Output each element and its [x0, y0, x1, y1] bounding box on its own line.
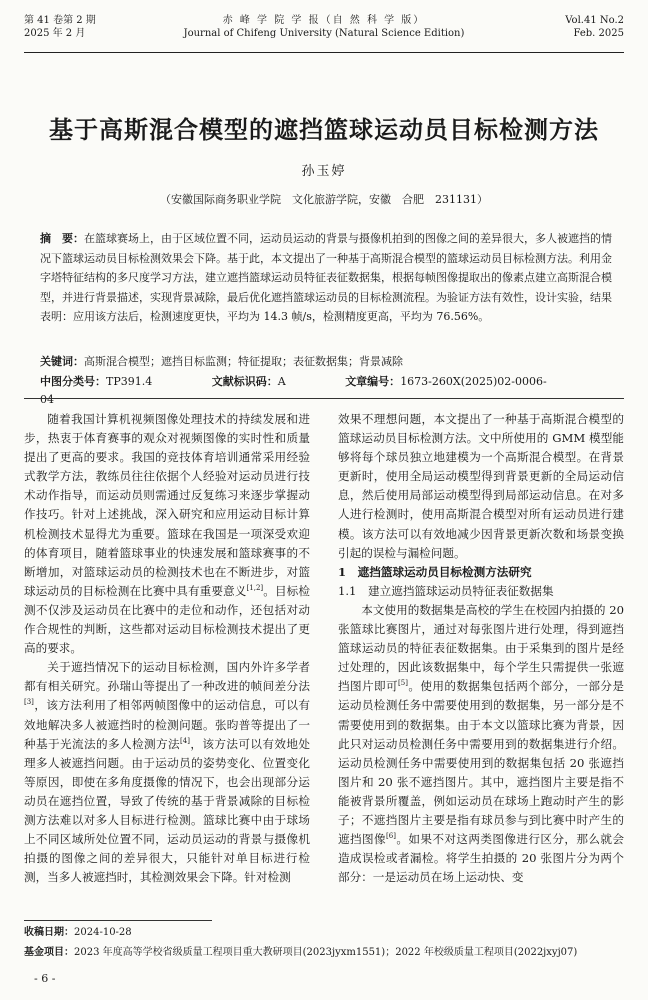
citation-5: [5]	[398, 679, 408, 688]
header-volume-info-en	[565, 14, 624, 40]
subsection-heading-1-1: 1.1 建立遮挡篮球运动员特征表征数据集	[338, 583, 554, 598]
received-value: 2024-10-28	[74, 927, 132, 938]
paragraph-intro-2	[24, 658, 310, 887]
abstract	[40, 229, 612, 327]
art-value: 1673-260X(2025)02-0006-04	[40, 375, 547, 406]
header-volume: 第 41 卷第 2 期	[24, 15, 96, 26]
doc-label: 文献标识码：	[211, 375, 278, 388]
intro-2-mid: ，该方法利用了相邻两帧图像中的运动信息，可以有效地解决多人被遮挡时的检测问题。张昀普等提出了一种基于光流法的多人检测方法	[24, 698, 310, 751]
journal-name-cn: 赤 峰 学 院 学 报（自 然 科 学 版）	[222, 15, 426, 26]
section-1-1-tail: 。如果不对这两类图像进行区分，那么就会造成误检或者漏检。将学生拍摄的 20 张图片分为两个部分：一是运动员在场上运动快、变	[338, 832, 624, 885]
citation-1-2: [1,2]	[246, 583, 264, 592]
received-label: 收稿日期：	[24, 927, 74, 938]
fund-label: 基金项目：	[24, 947, 74, 958]
intro-2-text: 关于遮挡情况下的运动目标检测，国内外许多学者都有相关研究。孙瑞山等提出了一种改进的帧间差分法	[24, 660, 310, 694]
citation-6: [6]	[386, 832, 396, 841]
affiliation: （安徽国际商务职业学院 文化旅游学院，安徽 合肥 231131）	[160, 193, 488, 206]
clc-label: 中图分类号：	[40, 375, 106, 388]
page-number: - 6 -	[34, 972, 56, 985]
paragraph-intro-1	[24, 410, 310, 658]
citation-3: [3]	[24, 698, 34, 707]
paragraph-intro-3: 效果不理想问题，本文提出了一种基于高斯混合模型的篮球运动员目标检测方法。文中所使用的 GMM 模型能够将每个球员独立地建模为一个高斯混合模型。在背景更新时，使用全局运动模型得到背景更新的全局运动信息，然后使用局部运动模型得到局部运动信息。在对多人进行检测时，使用高斯混合模型对所有运动员进行建模。该方法可以有效地减少因背景更新次数和场景变换引起的误检与漏检问题。	[338, 412, 624, 560]
header-journal	[24, 14, 624, 40]
fund-value: 2023 年度高等学校省级质量工程项目重大教研项目(2023jyxm1551)；2022 年校级质量工程项目(2022jxyj07)	[74, 947, 578, 958]
art-label: 文章编号：	[345, 375, 401, 388]
doc-value: A	[277, 375, 286, 388]
section-divider	[24, 398, 624, 399]
body-column-right	[338, 410, 624, 887]
author: 孙玉婷	[301, 164, 347, 179]
paragraph-section-1-1	[338, 601, 624, 887]
intro-2-tail: ，该方法可以有效地处理多人被遮挡问题。由于运动员的姿势变化、位置变化等原因，即使在多角度摄像的情况下，也会出现部分运动员在遮挡位置，导致了传统的基于背景减除的目标检测方法难以对多人目标进行检测。篮球比赛中由于球场上不同区域所处位置不同，运动员运动的背景与摄像机拍摄的图像之间的差异很大，只能针对单目标进行检测，当多人被遮挡时，其检测效果会下降。针对检测	[24, 736, 310, 885]
article-title: 基于高斯混合模型的遮挡篮球运动员目标检测方法	[49, 115, 599, 144]
header-date-en: Feb. 2025	[573, 28, 624, 39]
header-date-cn: 2025 年 2 月	[24, 28, 86, 39]
keywords-text: 高斯混合模型；遮挡目标监测；特征提取；表征数据集；背景减除	[84, 355, 403, 368]
clc-value: TP391.4	[106, 375, 153, 388]
received-date	[24, 926, 624, 940]
abstract-text: 在篮球赛场上，由于区域位置不同，运动员运动的背景与摄像机拍到的图像之间的差异很大，多人被遮挡的情况下篮球运动员目标检测效果会下降。基于此，本文提出了一种基于高斯混合模型的篮球运动员目标检测方法。利用金字塔特征结构的多尺度学习方法，建立遮挡篮球运动员特征表征数据集，根据每帧图像提取出的像素点建立高斯混合模型，并进行背景描述，实现背景减除，最后优化遮挡篮球运动员的目标检测流程。为验证方法有效性，设计实验，结果表明：应用该方法后，检测速度更快，平均为 14.3 帧/s，检测精度更高，平均为 76.56%。	[40, 232, 612, 323]
header-divider	[24, 52, 624, 53]
fund-info	[24, 946, 624, 960]
document-code	[212, 375, 314, 388]
section-1-1-mid: 。使用的数据集包括两个部分，一部分是运动员检测任务中需要使用到的数据集，另一部分是不需要使用到的数据集。由于本文以篮球比赛为背景，因此只对运动员检测任务中需要用到的数据集进行介绍。运动员检测任务中需要使用到的数据集包括 20 张遮挡图片和 20 张不遮挡图片。其中，遮挡图片主要是指不能被背景所覆盖，例如运动员在球场上跑动时产生的影子；不遮挡图片主要是指有球员参与到比赛中时产生的遮挡图像	[338, 679, 624, 847]
body-column-left	[24, 410, 310, 887]
intro-1-tail: 。目标检测不仅涉及运动员在比赛中的走位和动作，还包括对动作合规性的判断，这些都对运动目标检测技术提出了更高的要求。	[24, 583, 310, 656]
footnote-divider	[24, 920, 212, 921]
keywords-label: 关键词：	[40, 355, 84, 368]
section-heading-1: 1 遮挡篮球运动员目标检测方法研究	[338, 564, 532, 579]
intro-1-text: 随着我国计算机视频图像处理技术的持续发展和进步，热衷于体育赛事的观众对视频图像的实时性和质量提出了更高的要求。我国的竞技体育培训通常采用经验式教学方法，教练员往往依据个人经验对运动员进行技术动作指导，而运动员则需通过反复练习来逐步掌握动作技巧。针对上述挑战，深入研究和应用运动目标计算机检测技术显得尤为重要。篮球在我国是一项深受欢迎的体育项目，随着篮球事业的快速发展和篮球赛事的不断增加，对篮球运动员的检测技术也在不断进步，对篮球运动员的目标检测在比赛中具有重要意义	[24, 412, 310, 598]
header-volume-en: Vol.41 No.2	[565, 15, 624, 26]
citation-4: [4]	[180, 736, 190, 745]
section-1-1-text: 本文使用的数据集是高校的学生在校园内拍摄的 20 张篮球比赛图片，通过对每张图片进行处理，得到遮挡篮球运动员的特征表征数据集。由于采集到的图片是经过处理的，因此该数据集中，每个学生只需提供一张遮挡图片即可	[338, 602, 624, 694]
running-header	[24, 14, 624, 56]
abstract-label: 摘 要：	[40, 232, 84, 245]
keywords	[40, 353, 612, 371]
journal-name-en: Journal of Chifeng University (Natural Science Edition)	[183, 28, 465, 39]
clc-number	[40, 375, 180, 388]
classification-line	[40, 373, 612, 409]
